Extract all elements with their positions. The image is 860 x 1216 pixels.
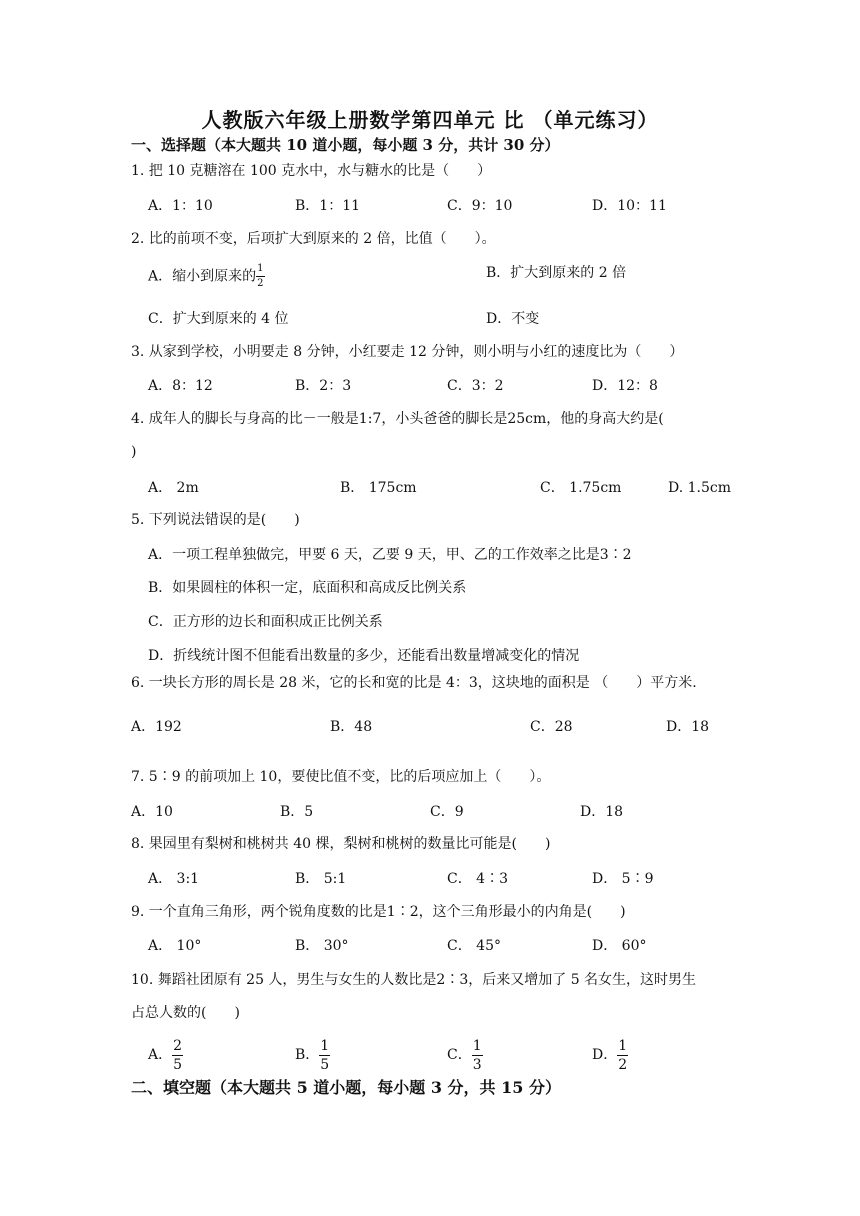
fraction: [256, 264, 264, 289]
q1-option-c: C．9：10: [447, 198, 513, 214]
q10-stem-line1: 10. 舞蹈社团原有 25 人，男生与女生的人数比是2∶3，后来又增加了 5 名女生，这时男生: [131, 972, 697, 988]
q6-option-b: B．48: [330, 719, 373, 735]
q10-option-c: [447, 1038, 483, 1072]
q5-option-d: D．折线统计图不但能看出数量的多少，还能看出数量增减变化的情况: [148, 648, 580, 664]
q8-option-a: A． 3:1: [148, 871, 200, 887]
q7-stem: 7. 5∶9 的前项加上 10，要使比值不变，比的后项应加上（ ）。: [131, 769, 551, 785]
option-label: C．: [447, 1047, 472, 1063]
q10-stem-line2: 占总人数的( ): [131, 1005, 240, 1021]
q7-option-b: B．5: [280, 804, 314, 820]
denominator: 2: [257, 278, 264, 289]
section-2-heading: 二、填空题（本大题共 5 道小题，每小题 3 分，共 15 分）: [131, 1078, 561, 1097]
q5-option-b: B．如果圆柱的体积一定，底面积和高成反比例关系: [148, 580, 467, 596]
q8-stem: 8. 果园里有梨树和桃树共 40 棵，梨树和桃树的数量比可能是( ): [131, 836, 551, 852]
q8-option-c: C． 4∶3: [447, 871, 508, 887]
numerator: 1: [618, 1037, 628, 1054]
q1-option-d: D．10：11: [592, 198, 667, 214]
fraction: [472, 1039, 483, 1072]
fraction: [319, 1039, 330, 1072]
q1-stem: 1. 把 10 克糖溶在 100 克水中，水与糖水的比是（ ）: [131, 163, 492, 179]
q1-option-b: B．1：11: [295, 198, 361, 214]
q2-option-a: [148, 264, 265, 289]
q9-option-b: B． 30°: [295, 938, 349, 954]
page-title: 人教版六年级上册数学第四单元 比 （单元练习）: [201, 108, 659, 132]
denominator: 2: [618, 1056, 628, 1073]
q8-option-d: D． 5∶9: [592, 871, 654, 887]
q9-option-a: A． 10°: [148, 938, 202, 954]
denominator: 3: [472, 1056, 482, 1073]
q2-stem: 2. 比的前项不变，后项扩大到原来的 2 倍，比值（ ）。: [131, 231, 496, 247]
q2-option-d: D．不变: [486, 311, 540, 327]
q10-option-b: [295, 1038, 330, 1072]
q9-option-d: D． 60°: [592, 938, 647, 954]
q3-option-d: D．12：8: [592, 378, 658, 394]
q10-option-d: [592, 1038, 628, 1072]
q6-option-c: C．28: [530, 719, 573, 735]
q8-option-b: B． 5:1: [295, 871, 347, 887]
option-label: D．: [592, 1047, 618, 1063]
q4-option-a: A． 2m: [148, 480, 199, 496]
numerator: 1: [472, 1037, 482, 1054]
q5-option-a: A．一项工程单独做完，甲要 6 天，乙要 9 天，甲、乙的工作效率之比是3∶2: [148, 547, 632, 563]
q7-option-c: C．9: [430, 804, 464, 820]
option-label: A．: [148, 1047, 173, 1063]
q3-option-b: B．2：3: [295, 378, 352, 394]
q4-stem-line2: ): [131, 444, 137, 460]
q7-option-d: D．18: [580, 804, 624, 820]
q5-stem: 5. 下列说法错误的是( ): [131, 512, 300, 528]
fraction: [172, 1039, 183, 1072]
q6-option-d: D．18: [666, 719, 710, 735]
q9-option-c: C． 45°: [447, 938, 501, 954]
numerator: 2: [173, 1037, 183, 1054]
section-1-heading: 一、选择题（本大题共 10 道小题，每小题 3 分，共计 30 分）: [131, 136, 560, 154]
q1-option-a: A．1：10: [148, 198, 213, 214]
q6-option-a: A．192: [131, 719, 182, 735]
q3-stem: 3. 从家到学校，小明要走 8 分钟，小红要走 12 分钟，则小明与小红的速度比为（ ）: [131, 344, 684, 360]
q7-option-a: A．10: [131, 804, 173, 820]
q6-stem: 6. 一块长方形的周长是 28 米，它的长和宽的比是 4：3，这块地的面积是 （ ）平方米.: [131, 675, 697, 691]
denominator: 5: [173, 1056, 183, 1073]
q4-option-b: B． 175cm: [340, 480, 417, 496]
q3-option-a: A．8：12: [148, 378, 213, 394]
option-label: B．: [295, 1047, 320, 1063]
q2-option-b: B．扩大到原来的 2 倍: [486, 265, 627, 281]
q3-option-c: C．3：2: [447, 378, 504, 394]
q10-option-a: [148, 1038, 183, 1072]
denominator: 5: [320, 1056, 330, 1073]
q4-stem-line1: 4. 成年人的脚长与身高的比－一般是1:7，小头爸爸的脚长是25cm，他的身高大约是(: [131, 411, 664, 427]
q4-option-c: C． 1.75cm: [540, 480, 622, 496]
q5-option-c: C．正方形的边长和面积成正比例关系: [148, 614, 383, 630]
q2-option-a-text: A．缩小到原来的: [148, 268, 257, 285]
q9-stem: 9. 一个直角三角形，两个锐角度数的比是1∶2，这个三角形最小的内角是( ): [131, 904, 626, 920]
numerator: 1: [320, 1037, 330, 1054]
numerator: 1: [256, 264, 264, 277]
q2-option-c: C．扩大到原来的 4 位: [148, 311, 289, 327]
fraction: [617, 1039, 628, 1072]
q4-option-d: D. 1.5cm: [668, 480, 732, 496]
